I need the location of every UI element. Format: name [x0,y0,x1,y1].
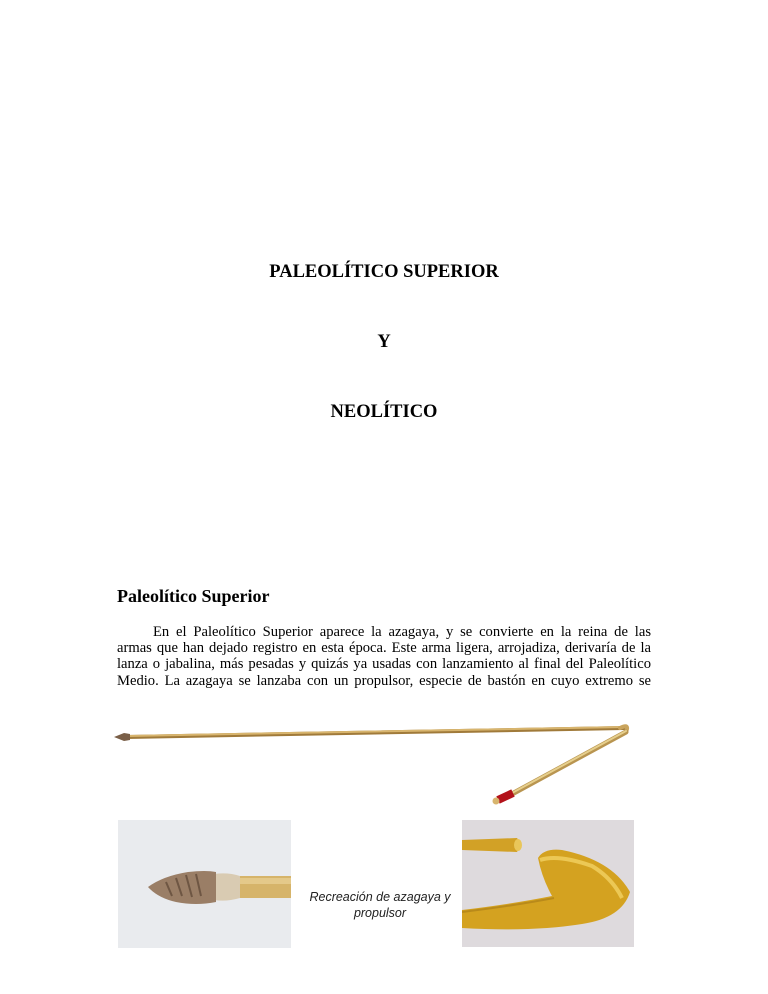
paragraph-line: armas que han dejado registro en esta época. Este arma ligera, arrojadiza, derivaría de la [117,640,651,657]
propulsor-hook-photo [462,820,634,947]
paragraph-line: Medio. La azagaya se lanzaba con un propulsor, especie de bastón en cuyo extremo se [117,672,651,689]
cover-title-line-2: Y [377,332,391,352]
paragraph-line: En el Paleolítico Superior aparece la azagaya, y se convierte en la reina de las [153,624,651,640]
azagaya-propulsor-image [108,716,648,812]
section-heading: Paleolítico Superior [117,586,270,606]
azagaya-tip-photo [118,820,291,948]
cover-title-line-3: NEOLÍTICO [330,402,438,422]
body-paragraph [117,624,651,689]
figure-caption: Recreación de azagaya y propulsor [309,890,451,920]
paragraph-line: lanza o jabalina, más pesadas y quizás ya usadas con lanzamiento al final del Paleolítico [117,656,651,673]
cover-title-line-1: PALEOLÍTICO SUPERIOR [269,262,499,282]
